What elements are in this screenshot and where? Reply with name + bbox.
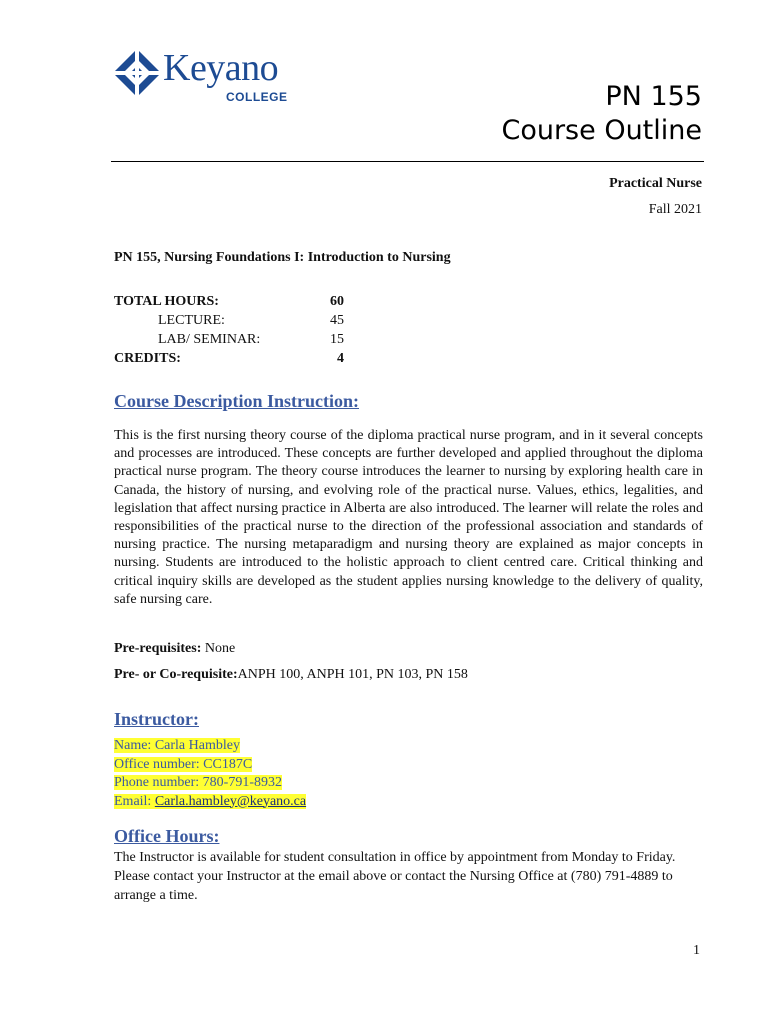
course-description-text: This is the first nursing theory course of the diploma practical nurse program, and in it several concepts and processes are introduced. These concepts are further developed and applied throughout the diploma practical nurse program. The theory course introduces the learner to nursing by exploring health care in Canada, the history of nursing, and evolving role of the practical nurse. Values, ethics, legalities, and legislation that affect nursing practice in Alberta are also introduced. The learner will relate the roles and responsibilities of the practical nurse to the direction of the professional association and standards of nursing practice. The nursing metaparadigm and nursing theory are explained as major concepts in nursing. Students are introduced to the holistic approach to client centred care. Critical thinking and critical inquiry skills are developed as the student applies nursing knowledge to the delivery of quality, safe nursing care.: [114, 428, 703, 607]
prerequisites-label: Pre-requisites:: [114, 641, 202, 656]
logo-sub-text: COLLEGE: [226, 90, 288, 104]
instructor-heading: Instructor:: [114, 709, 199, 729]
hours-label: TOTAL HOURS:: [114, 294, 219, 309]
corequisites-value: ANPH 100, ANPH 101, PN 103, PN 158: [237, 667, 468, 682]
program-name: Practical Nurse: [609, 176, 702, 191]
prerequisites-line: [114, 641, 235, 657]
instructor-details: [114, 737, 306, 811]
corequisites-label: Pre- or Co-requisite:: [114, 667, 238, 682]
hours-row-credits: [114, 349, 344, 368]
program-info: [609, 171, 702, 223]
hours-row-lab: [114, 330, 344, 349]
header-divider: [111, 161, 704, 162]
hours-row-total: [114, 292, 344, 311]
page-title: [501, 80, 702, 148]
logo-brand-text: Keyano: [163, 47, 279, 89]
hours-value: 4: [337, 351, 344, 366]
hours-row-lecture: [114, 311, 344, 330]
hours-value: 60: [330, 294, 344, 309]
hours-label: LECTURE:: [158, 313, 225, 328]
title-course-outline: Course Outline: [501, 115, 702, 146]
program-term: Fall 2021: [648, 202, 702, 217]
hours-value: 45: [330, 313, 344, 328]
keyano-diamond-logo-icon: [111, 47, 163, 99]
course-full-title: PN 155, Nursing Foundations I: Introduction to Nursing: [114, 250, 451, 265]
instructor-email-label: Email:: [114, 793, 155, 809]
office-hours-heading: Office Hours:: [114, 826, 220, 846]
office-hours-text: The Instructor is available for student consultation in office by appointment from Monday to Friday. Please contact your Instructor at the email above or contact the Nursing Office at (780) 791-4889 to arrange a time.: [114, 850, 676, 903]
course-description-heading: Course Description Instruction:: [114, 391, 359, 411]
hours-label: LAB/ SEMINAR:: [158, 332, 261, 347]
instructor-email-link[interactable]: Carla.hambley@keyano.ca: [154, 793, 307, 809]
title-course-code: PN 155: [605, 81, 702, 112]
college-logo: [111, 44, 301, 108]
instructor-name: Name: Carla Hambley: [114, 738, 240, 753]
page-number: 1: [693, 943, 700, 958]
instructor-office: Office number: CC187C: [114, 756, 253, 772]
prerequisites-value: None: [201, 641, 236, 656]
hours-value: 15: [330, 332, 344, 347]
instructor-phone: Phone number: 780-791-8932: [114, 775, 282, 790]
corequisites-line: [114, 667, 468, 683]
hours-table: [114, 292, 344, 368]
hours-label: CREDITS:: [114, 351, 181, 366]
